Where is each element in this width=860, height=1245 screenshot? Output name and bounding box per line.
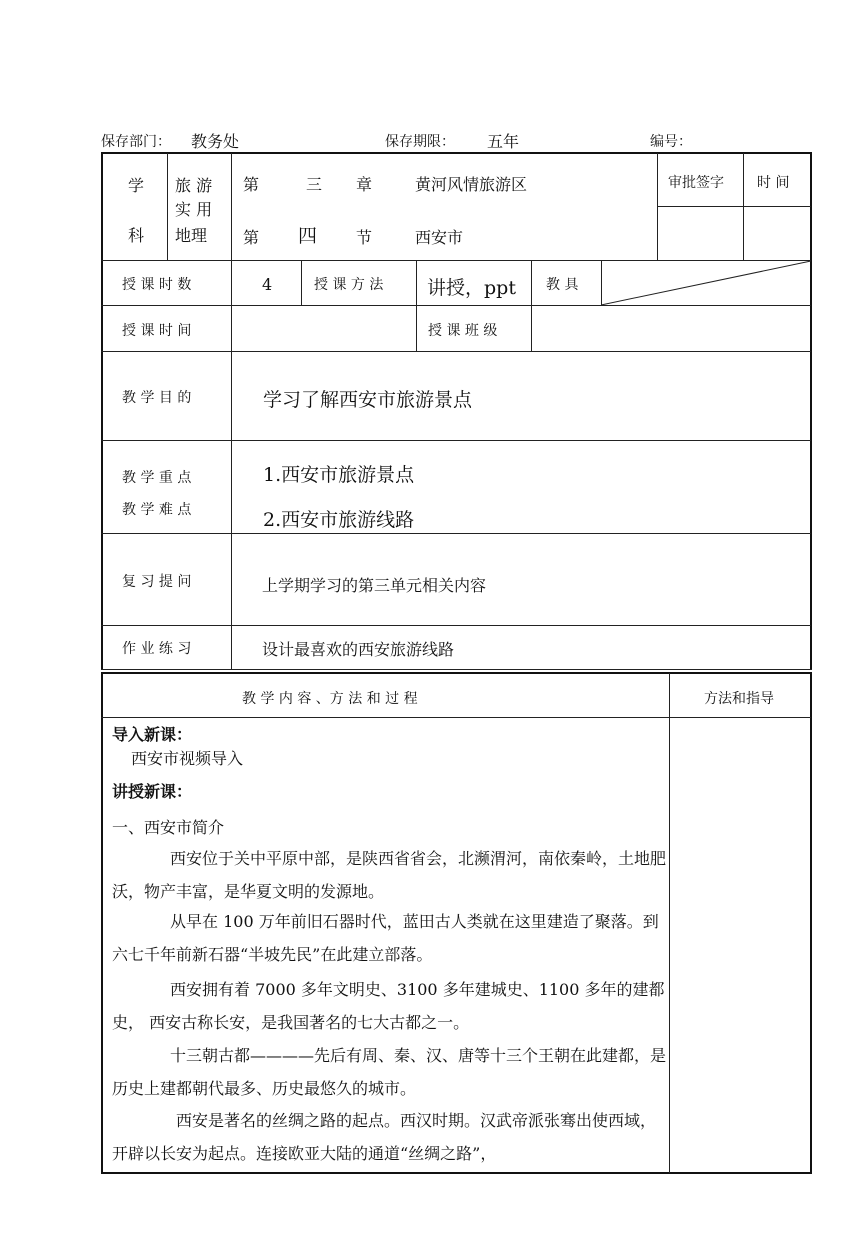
period-value: 五年 [487, 132, 520, 151]
section-heading-1: 一、西安市简介 [112, 818, 225, 837]
period-label: 保存期限： [385, 134, 455, 150]
section-suffix: 节 [356, 228, 373, 247]
key-label: 教 学 重 点 [122, 470, 192, 486]
approval-label: 审批签字 [668, 175, 724, 191]
paragraph: 西安是著名的丝绸之路的起点。西汉时期。汉武帝派张骞出使西域，开辟以长安为起点。连接欧亚大陆的通道“丝绸之路”， [112, 1111, 657, 1163]
paragraph: 从早在 100 万年前旧石器时代，蓝田古人类就在这里建造了聚落。到六七千年前新石器“半坡先民”在此建立部落。 [112, 912, 659, 964]
homework-value: 设计最喜欢的西安旅游线路 [262, 640, 455, 659]
diagonal-slash [601, 260, 811, 306]
hours-value: 4 [262, 275, 273, 294]
section-title: 西安市 [415, 228, 464, 247]
section-prefix: 第 [243, 228, 260, 247]
paragraph: 西安拥有着 7000 多年文明史、3100 多年建城史、1100 多年的建都史， 西安古称长安，是我国著名的七大古都之一。 [112, 980, 665, 1032]
difficulty-label: 教 学 难 点 [122, 502, 192, 518]
goal-label: 教 学 目 的 [122, 390, 192, 406]
subject-value-3: 地理 [175, 226, 208, 245]
key-point-1: 1.西安市旅游景点 [263, 464, 415, 486]
subject-label-2: 科 [128, 226, 145, 245]
section-number: 四 [298, 225, 318, 247]
review-value: 上学期学习的第三单元相关内容 [262, 576, 487, 595]
class-label: 授 课 班 级 [428, 323, 498, 339]
intro-title: 导入新课： [112, 725, 193, 744]
number-label: 编号： [650, 134, 692, 150]
goal-value: 学习了解西安市旅游景点 [263, 389, 473, 411]
chapter-number: 三 [306, 175, 323, 194]
dept-value: 教务处 [191, 132, 240, 151]
homework-label: 作 业 练 习 [122, 641, 192, 657]
subject-value-2: 实 用 [175, 200, 213, 219]
tools-label: 教 具 [546, 277, 579, 293]
method-label: 授 课 方 法 [314, 277, 384, 293]
lecture-title: 讲授新课： [112, 782, 193, 801]
method-guide-header: 方法和指导 [704, 691, 774, 707]
class-time-label: 授 课 时 间 [122, 323, 192, 339]
key-point-2: 2.西安市旅游线路 [263, 509, 415, 531]
paragraph: 十三朝古都————先后有周、秦、汉、唐等十三个王朝在此建都，是历史上建都朝代最多、历史最悠久的城市。 [112, 1046, 667, 1098]
content-header: 教 学 内 容 、方 法 和 过 程 [242, 691, 418, 707]
chapter-suffix: 章 [356, 175, 373, 194]
paragraph: 西安位于关中平原中部，是陕西省省会，北濒渭河，南依秦岭，土地肥沃，物产丰富，是华夏文明的发源地。 [112, 849, 667, 901]
review-label: 复 习 提 问 [122, 574, 192, 590]
chapter-prefix: 第 [243, 175, 260, 194]
subject-value-1: 旅 游 [175, 176, 213, 195]
hours-label: 授 课 时 数 [122, 277, 192, 293]
method-value: 讲授，ppt [427, 277, 516, 299]
subject-label-1: 学 [128, 176, 145, 195]
time-label: 时 间 [757, 175, 790, 191]
chapter-title: 黄河风情旅游区 [415, 175, 528, 194]
intro-text: 西安市视频导入 [131, 749, 244, 768]
dept-label: 保存部门： [101, 134, 171, 150]
